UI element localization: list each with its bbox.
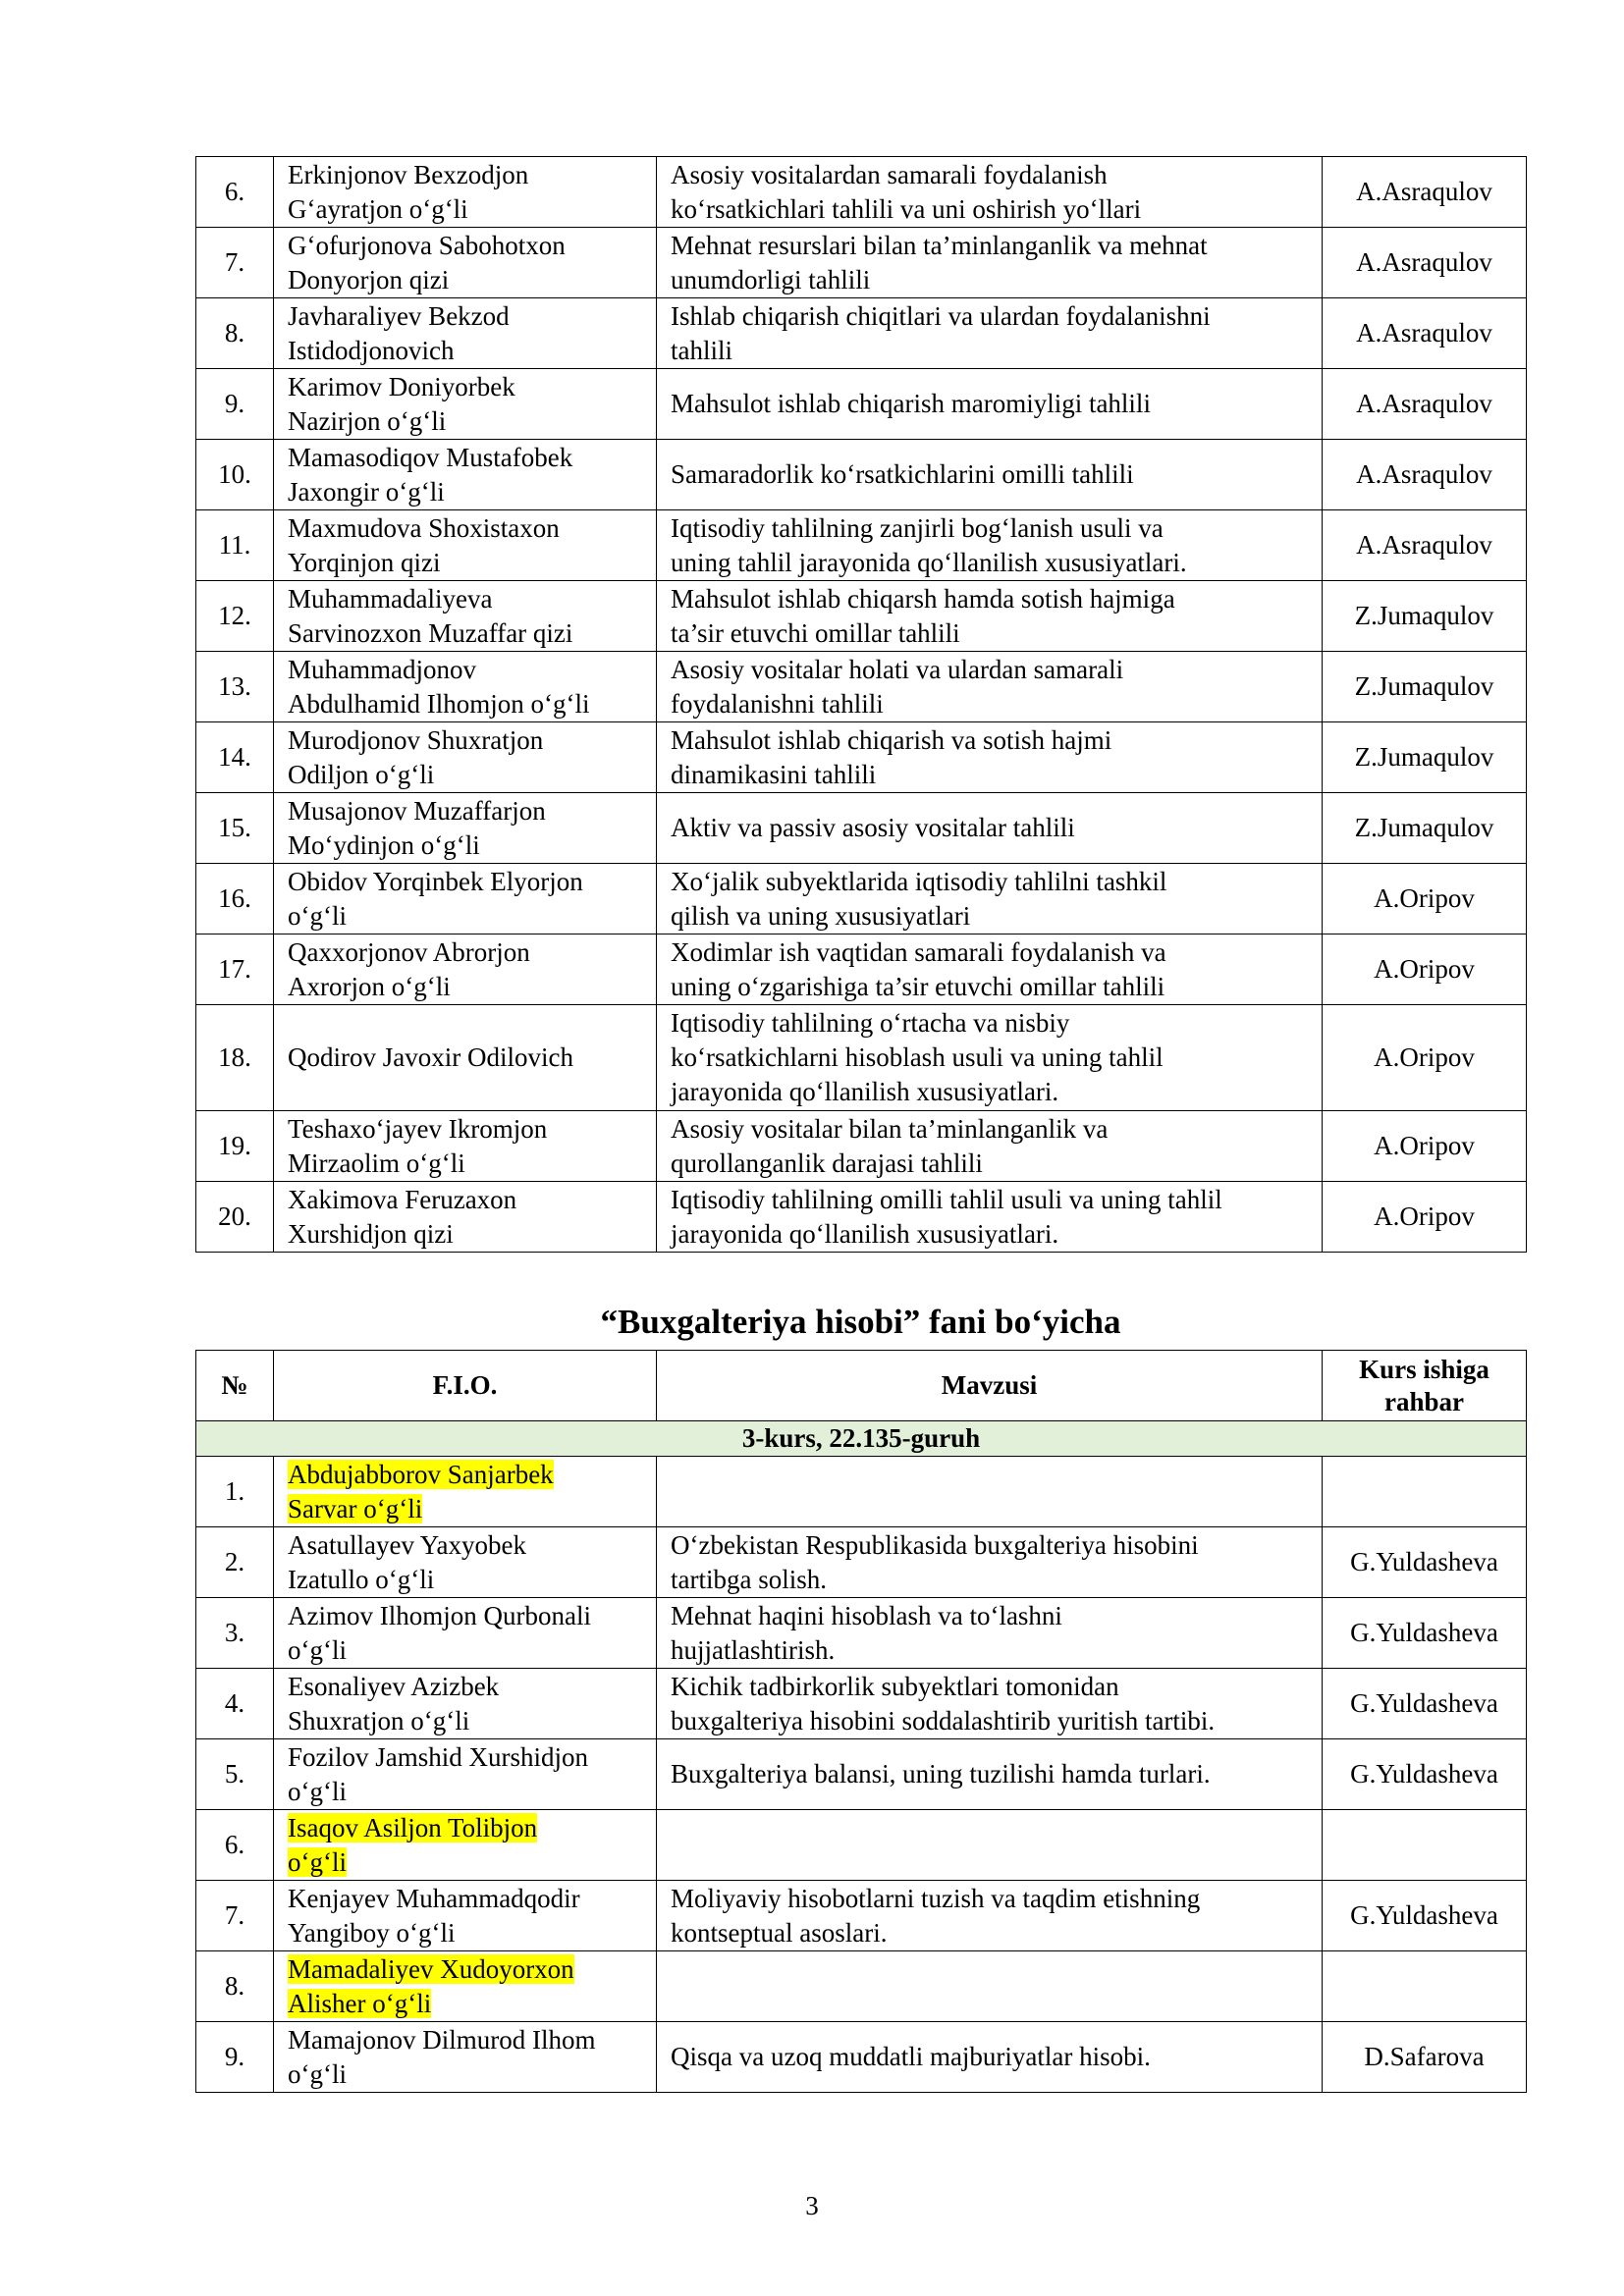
supervisor: G.Yuldasheva [1323, 1598, 1527, 1669]
student-name [274, 298, 657, 369]
table-row [196, 793, 1527, 864]
header-number: № [196, 1351, 274, 1421]
topic-line: tartibga solish. [671, 1564, 827, 1594]
student-name-line: Odiljon o‘g‘li [288, 759, 435, 789]
table-row [196, 934, 1527, 1005]
supervisor: Z.Jumaqulov [1323, 793, 1527, 864]
row-number: 6. [196, 1810, 274, 1881]
student-name-line: Jaxongir o‘g‘li [288, 476, 445, 507]
table-row [196, 157, 1527, 228]
supervisor: G.Yuldasheva [1323, 1669, 1527, 1739]
supervisor: G.Yuldasheva [1323, 1881, 1527, 1951]
student-name-line: o‘g‘li [288, 2058, 347, 2089]
student-name-line: Sarvar o‘g‘li [288, 1493, 423, 1523]
topic [657, 1527, 1323, 1598]
table-row [196, 228, 1527, 298]
supervisor: G.Yuldasheva [1323, 1527, 1527, 1598]
supervisor: A.Oripov [1323, 1182, 1527, 1253]
supervisor: Z.Jumaqulov [1323, 581, 1527, 652]
topic-line: Xo‘jalik subyektlarida iqtisodiy tahlilni tashkil [671, 866, 1167, 896]
topic [657, 1182, 1323, 1253]
table-row [196, 864, 1527, 934]
student-name-line: Mamajonov Dilmurod Ilhom [288, 2024, 596, 2055]
topic [657, 369, 1323, 440]
student-name-line: Muhammadjonov [288, 654, 476, 684]
topic-line: Mehnat haqini hisoblash va to‘lashni [671, 1600, 1062, 1630]
student-name-line: Izatullo o‘g‘li [288, 1564, 435, 1594]
row-number: 7. [196, 228, 274, 298]
table-row [196, 440, 1527, 510]
student-name-line: Mamasodiqov Mustafobek [288, 442, 573, 472]
table-row [196, 1810, 1527, 1881]
student-name-line: Sarvinozxon Muzaffar qizi [288, 617, 573, 648]
topic-line: ko‘rsatkichlarni hisoblash usuli va uning tahlil [671, 1042, 1164, 1072]
row-number: 8. [196, 298, 274, 369]
student-name-line: Isaqov Asiljon Tolibjon [288, 1812, 538, 1842]
row-number: 19. [196, 1111, 274, 1182]
topic [657, 722, 1323, 793]
row-number: 18. [196, 1005, 274, 1111]
topic-line: ta’sir etuvchi omillar tahlili [671, 617, 960, 648]
topic-line: Asosiy vositalardan samarali foydalanish [671, 159, 1108, 189]
topic [657, 1005, 1323, 1111]
row-number: 2. [196, 1527, 274, 1598]
table-row [196, 722, 1527, 793]
topic [657, 581, 1323, 652]
row-number: 13. [196, 652, 274, 722]
table-row [196, 652, 1527, 722]
header-name: F.I.O. [274, 1351, 657, 1421]
student-name [274, 1457, 657, 1527]
topic-line: tahlili [671, 335, 732, 365]
supervisor: A.Oripov [1323, 934, 1527, 1005]
supervisor: G.Yuldasheva [1323, 1739, 1527, 1810]
student-name [274, 510, 657, 581]
topic [657, 298, 1323, 369]
topic-line: Iqtisodiy tahlilning o‘rtacha va nisbiy [671, 1008, 1070, 1038]
student-name [274, 652, 657, 722]
supervisor [1323, 1810, 1527, 1881]
table-row [196, 1598, 1527, 1669]
supervisor: A.Asraqulov [1323, 298, 1527, 369]
table-row [196, 1951, 1527, 2022]
supervisor: A.Oripov [1323, 1111, 1527, 1182]
student-name-line: Muhammadaliyeva [288, 583, 493, 614]
section-title: “Buxgalteriya hisobi” fani bo‘yicha [600, 1303, 1121, 1341]
row-number: 12. [196, 581, 274, 652]
student-name-line: Maxmudova Shoxistaxon [288, 512, 560, 543]
topic-line: Iqtisodiy tahlilning omilli tahlil usuli va uning tahlil [671, 1184, 1222, 1214]
row-number: 4. [196, 1669, 274, 1739]
supervisor: A.Asraqulov [1323, 228, 1527, 298]
student-name [274, 1669, 657, 1739]
topic-line: Asosiy vositalar bilan ta’minlanganlik va [671, 1113, 1109, 1144]
student-name-line: o‘g‘li [288, 1634, 347, 1665]
table-row [196, 1669, 1527, 1739]
table-row [196, 581, 1527, 652]
student-name [274, 1598, 657, 1669]
topic-line: uning tahlil jarayonida qo‘llanilish xususiyatlari. [671, 547, 1187, 577]
student-name-line: Yorqinjon qizi [288, 547, 441, 577]
table-row [196, 369, 1527, 440]
student-name [274, 1951, 657, 2022]
student-name [274, 157, 657, 228]
student-name [274, 1005, 657, 1111]
student-name [274, 369, 657, 440]
topic [657, 652, 1323, 722]
supervisor: A.Oripov [1323, 864, 1527, 934]
topic-line: qilish va uning xususiyatlari [671, 900, 971, 931]
row-number: 14. [196, 722, 274, 793]
student-name-line: Mirzaolim o‘g‘li [288, 1148, 465, 1178]
row-number: 16. [196, 864, 274, 934]
student-name-line: o‘g‘li [288, 1776, 347, 1806]
topic-line: Mahsulot ishlab chiqarish va sotish hajmi [671, 724, 1112, 755]
student-name-line: Musajonov Muzaffarjon [288, 795, 546, 826]
student-name [274, 864, 657, 934]
student-name-line: Asatullayev Yaxyobek [288, 1529, 526, 1560]
row-number: 11. [196, 510, 274, 581]
topic-line: Qisqa va uzoq muddatli majburiyatlar hisobi. [671, 2042, 1151, 2071]
topic-line: Buxgalteriya balansi, uning tuzilishi hamda turlari. [671, 1759, 1211, 1789]
student-name [274, 1111, 657, 1182]
student-name-line: Xakimova Feruzaxon [288, 1184, 517, 1214]
row-number: 15. [196, 793, 274, 864]
row-number: 5. [196, 1739, 274, 1810]
student-name-line: Qodirov Javoxir Odilovich [288, 1042, 573, 1072]
topic-line: hujjatlashtirish. [671, 1634, 836, 1665]
topic-line: Aktiv va passiv asosiy vositalar tahlili [671, 813, 1075, 842]
supervisor [1323, 1951, 1527, 2022]
topic [657, 1669, 1323, 1739]
student-name [274, 228, 657, 298]
student-name-line: o‘g‘li [288, 1846, 347, 1877]
student-name-line: Abdujabborov Sanjarbek [288, 1459, 554, 1489]
topic [657, 1598, 1323, 1669]
table-row [196, 1527, 1527, 1598]
student-name-line: o‘g‘li [288, 900, 347, 931]
topic-line: Mehnat resurslari bilan ta’minlanganlik va mehnat [671, 230, 1208, 260]
supervisor: A.Asraqulov [1323, 510, 1527, 581]
student-name-line: Axrorjon o‘g‘li [288, 971, 451, 1001]
table-row [196, 1739, 1527, 1810]
student-name-line: Azimov Ilhomjon Qurbonali [288, 1600, 591, 1630]
student-name [274, 581, 657, 652]
student-name-line: Erkinjonov Bexzodjon [288, 159, 529, 189]
student-name-line: G‘ofurjonova Sabohotxon [288, 230, 566, 260]
student-name [274, 793, 657, 864]
topic-line: Ishlab chiqarish chiqitlari va ulardan foydalanishni [671, 300, 1211, 331]
table-row [196, 1005, 1527, 1111]
topic-line: Mahsulot ishlab chiqarsh hamda sotish hajmiga [671, 583, 1175, 614]
topic-line: buxgalteriya hisobini soddalashtirib yuritish tartibi. [671, 1705, 1216, 1735]
topic [657, 1881, 1323, 1951]
row-number: 1. [196, 1457, 274, 1527]
page-number: 3 [805, 2191, 819, 2220]
header-topic: Mavzusi [657, 1351, 1323, 1421]
topic-line: uning o‘zgarishiga ta’sir etuvchi omillar tahlili [671, 971, 1165, 1001]
topics-table-1 [195, 156, 1527, 1253]
topic [657, 510, 1323, 581]
student-name-line: Donyorjon qizi [288, 264, 450, 294]
topic [657, 1951, 1323, 2022]
topic [657, 1457, 1323, 1527]
student-name-line: Yangiboy o‘g‘li [288, 1917, 456, 1948]
topic [657, 157, 1323, 228]
row-number: 9. [196, 2022, 274, 2093]
student-name [274, 934, 657, 1005]
topic [657, 934, 1323, 1005]
student-name-line: Mo‘ydinjon o‘g‘li [288, 829, 480, 860]
student-name-line: Javharaliyev Bekzod [288, 300, 510, 331]
topic-line: Samaradorlik ko‘rsatkichlarini omilli tahlili [671, 459, 1134, 489]
topic-line: qurollanganlik darajasi tahlili [671, 1148, 983, 1178]
row-number: 3. [196, 1598, 274, 1669]
student-name-line: Esonaliyev Azizbek [288, 1671, 500, 1701]
row-number: 20. [196, 1182, 274, 1253]
supervisor: A.Oripov [1323, 1005, 1527, 1111]
topic-line: Mahsulot ishlab chiqarish maromiyligi tahlili [671, 389, 1151, 418]
student-name-line: Teshaxo‘jayev Ikromjon [288, 1113, 548, 1144]
student-name-line: Murodjonov Shuxratjon [288, 724, 544, 755]
supervisor: D.Safarova [1323, 2022, 1527, 2093]
student-name [274, 1739, 657, 1810]
topic [657, 1810, 1323, 1881]
topic [657, 1111, 1323, 1182]
student-name [274, 2022, 657, 2093]
topic-line: Moliyaviy hisobotlarni tuzish va taqdim etishning [671, 1883, 1201, 1913]
supervisor: Z.Jumaqulov [1323, 722, 1527, 793]
table-row [196, 1182, 1527, 1253]
topic [657, 864, 1323, 934]
supervisor: A.Asraqulov [1323, 440, 1527, 510]
group-label: 3-kurs, 22.135-guruh [196, 1421, 1527, 1457]
topic-line: ko‘rsatkichlari tahlili va uni oshirish yo‘llari [671, 193, 1142, 224]
student-name [274, 722, 657, 793]
topic-line: kontseptual asoslari. [671, 1917, 888, 1948]
supervisor: Z.Jumaqulov [1323, 652, 1527, 722]
row-number: 9. [196, 369, 274, 440]
student-name [274, 1527, 657, 1598]
topic-line: Kichik tadbirkorlik subyektlari tomonidan [671, 1671, 1119, 1701]
student-name-line: Shuxratjon o‘g‘li [288, 1705, 470, 1735]
topic-line: jarayonida qo‘llanilish xususiyatlari. [671, 1077, 1059, 1106]
group-row [196, 1421, 1527, 1457]
table-row [196, 510, 1527, 581]
topic-line: unumdorligi tahlili [671, 264, 871, 294]
table-row [196, 1457, 1527, 1527]
student-name-line: Xurshidjon qizi [288, 1218, 454, 1249]
topic-line: O‘zbekistan Respublikasida buxgalteriya hisobini [671, 1529, 1199, 1560]
table-row [196, 2022, 1527, 2093]
student-name-line: Obidov Yorqinbek Elyorjon [288, 866, 583, 896]
table-row [196, 1881, 1527, 1951]
row-number: 8. [196, 1951, 274, 2022]
topic [657, 793, 1323, 864]
topic-line: Iqtisodiy tahlilning zanjirli bog‘lanish usuli va [671, 512, 1164, 543]
topic-line: Xodimlar ish vaqtidan samarali foydalanish va [671, 936, 1166, 967]
supervisor: A.Asraqulov [1323, 157, 1527, 228]
topics-table-2 [195, 1350, 1527, 2093]
table-row [196, 1111, 1527, 1182]
row-number: 17. [196, 934, 274, 1005]
student-name-line: Istidodjonovich [288, 335, 455, 365]
student-name-line: Kenjayev Muhammadqodir [288, 1883, 580, 1913]
student-name-line: G‘ayratjon o‘g‘li [288, 193, 468, 224]
topic [657, 2022, 1323, 2093]
table-row [196, 298, 1527, 369]
student-name [274, 440, 657, 510]
student-name-line: Karimov Doniyorbek [288, 371, 515, 401]
topic [657, 440, 1323, 510]
supervisor [1323, 1457, 1527, 1527]
topic-line: Asosiy vositalar holati va ulardan samarali [671, 654, 1124, 684]
topic-line: foydalanishni tahlili [671, 688, 884, 719]
student-name-line: Fozilov Jamshid Xurshidjon [288, 1741, 589, 1772]
topic-line: jarayonida qo‘llanilish xususiyatlari. [671, 1218, 1059, 1249]
row-number: 10. [196, 440, 274, 510]
student-name-line: Alisher o‘g‘li [288, 1988, 432, 2018]
student-name-line: Mamadaliyev Xudoyorxon [288, 1953, 574, 1984]
student-name-line: Nazirjon o‘g‘li [288, 405, 447, 436]
student-name-line: Qaxxorjonov Abrorjon [288, 936, 530, 967]
student-name [274, 1810, 657, 1881]
topic-line: dinamikasini tahlili [671, 759, 877, 789]
row-number: 6. [196, 157, 274, 228]
topic [657, 228, 1323, 298]
supervisor: A.Asraqulov [1323, 369, 1527, 440]
row-number: 7. [196, 1881, 274, 1951]
student-name-line: Abdulhamid Ilhomjon o‘g‘li [288, 688, 590, 719]
student-name [274, 1881, 657, 1951]
header-supervisor: Kurs ishiga rahbar [1323, 1351, 1527, 1421]
topic [657, 1739, 1323, 1810]
table-header-row [196, 1351, 1527, 1421]
student-name [274, 1182, 657, 1253]
